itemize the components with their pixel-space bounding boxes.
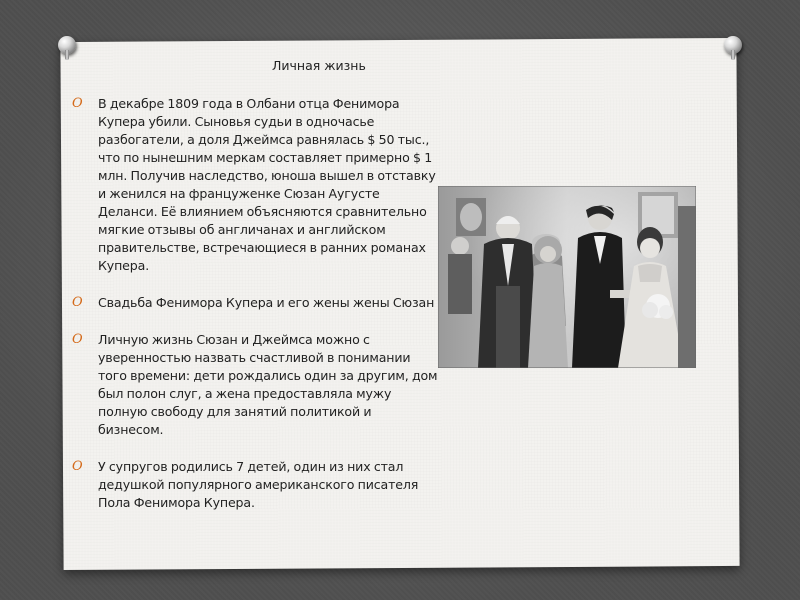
bullet-item [72,294,440,312]
bullet-marker-icon: O [72,96,83,111]
bullet-item [72,95,440,275]
bullet-marker-icon: O [72,295,83,310]
bullet-text: Свадьба Фенимора Купера и его жены жены Сюзан [98,295,435,310]
bullet-list [72,95,440,531]
slide-title: Личная жизнь [272,58,366,73]
bullet-item [72,458,440,512]
bullet-marker-icon: O [72,459,83,474]
bullet-marker-icon: O [72,332,83,347]
bullet-text: У супругов родились 7 детей, один из них стал дедушкой популярного американского писателя Пола Фенимора Купера. [98,459,419,510]
bullet-text: В декабре 1809 года в Олбани отца Фенимора Купера убили. Сыновья судьи в одночасье разбогатели, а доля Джеймса равнялась $ 50 тыс., что по нынешним меркам составляет примерно $ 1 млн. Получив наследство, юноша вышел в отставку и женился на француженке Сюзан Аугусте Деланси. Её влиянием объясняются сравнительно мягкие отзывы об англичанах и английском правительстве, встречающиеся в ранних романах Купера. [98,96,436,273]
bullet-text: Личную жизнь Сюзан и Джеймса можно с уверенностью назвать счастливой в понимании того времени: дети рождались один за другим, дом был полон слуг, а жена предоставляла мужу полную свободу для занятий политикой и бизнесом. [98,332,438,437]
bullet-item [72,331,440,439]
pushpin-icon [724,36,742,54]
wedding-illustration [438,186,696,368]
pushpin-icon [58,36,76,54]
